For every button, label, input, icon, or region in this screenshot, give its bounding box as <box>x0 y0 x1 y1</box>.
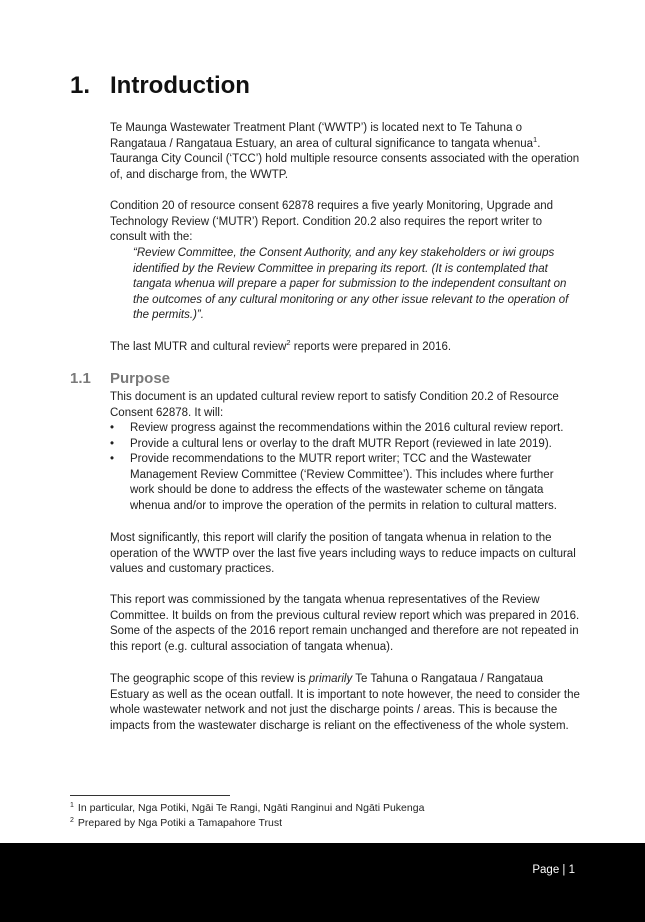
bullet-icon: • <box>110 422 115 434</box>
footnote-2 <box>70 816 590 831</box>
scope-text-a: The geographic scope of this review is <box>110 673 309 685</box>
intro-p1-text-b: . Tauranga City Council (‘TCC’) hold multiple resource consents associated with the operation of, and discharge from, the WWTP. <box>110 137 580 181</box>
subsection-number: 1.1 <box>70 370 91 387</box>
intro-paragraph-3 <box>110 340 580 356</box>
bullet-text: Provide a cultural lens or overlay to the draft MUTR Report (reviewed in late 2019). <box>130 437 552 450</box>
footnote-text: In particular, Nga Potiki, Ngāi Te Rangi, Ngāti Ranginui and Ngāti Pukenga <box>77 802 425 814</box>
page-footer <box>0 843 645 922</box>
scope-text-b: Te Tahuna o Rangataua / Rangataua Estuary as well as the ocean outfall. It is important to note however, the need to consider the whole wastewater network and not just the discharge points / areas. This is because the impacts from the wastewater discharge is reliant on the effectiveness of the whole system. <box>110 673 580 732</box>
list-item <box>110 437 580 453</box>
intro-p3-text-a: The last MUTR and cultural review <box>110 341 287 353</box>
list-item <box>110 421 580 437</box>
footnote-ref-1[interactable]: 1 <box>533 134 538 144</box>
bullet-text: Provide recommendations to the MUTR report writer; TCC and the Wastewater Management Review Committee (‘Review Committee’). This includes where further work should be done to address the effects of the wastewater scheme on tāngata whenua and/or to improve the operation of the permits in relation to cultural matters. <box>130 453 558 512</box>
bullet-text: Review progress against the recommendations within the 2016 cultural review report. <box>130 422 564 434</box>
purpose-paragraph-scope <box>110 672 580 734</box>
footnote-text: Prepared by Nga Potiki a Tamapahore Trust <box>77 817 282 829</box>
section-number: 1. <box>70 72 91 99</box>
purpose-paragraph-commission: This report was commissioned by the tangata whenua representatives of the Review Committee. It builds on from the previous cultural review report which was prepared in 2016. Some of the aspects of the 2016 report remain unchanged and therefore are not repeated in this report (e.g. cultural association of tangata whenua). <box>110 594 580 653</box>
intro-p3-text-b: reports were prepared in 2016. <box>290 341 452 353</box>
bullet-icon: • <box>110 437 115 450</box>
purpose-bullet-list <box>110 421 580 515</box>
footnotes <box>70 801 590 831</box>
footnote-ref-2[interactable]: 2 <box>286 338 291 348</box>
footnote-mark: 2 <box>70 816 74 824</box>
intro-p1-text-a: Te Maunga Wastewater Treatment Plant (‘WWTP’) is located next to Te Tahuna o Rangataua / Rangataua Estuary, an area of cultural significance to tangata whenua <box>110 122 534 150</box>
footnote-mark: 1 <box>70 801 74 809</box>
footnote-1 <box>70 801 590 816</box>
intro-paragraph-2: Condition 20 of resource consent 62878 requires a five yearly Monitoring, Upgrade and Technology Review (‘MUTR’) Report. Condition 20.2 also requires the report writer to consult with the: <box>110 200 554 244</box>
footnote-divider <box>70 795 230 796</box>
subsection-heading <box>70 370 170 387</box>
purpose-lead: This document is an updated cultural review report to satisfy Condition 20.2 of Resource Consent 62878. It will: <box>110 391 559 419</box>
consent-quote: “Review Committee, the Consent Authority, and any key stakeholders or iwi groups identified by the Review Committee in preparing its report. (It is contemplated that tangata whenua will prepare a paper for submission to the independent consultant on the outcomes of any cultural monitoring or any other issue relevant to the operation of the permits.)”. <box>133 247 569 322</box>
purpose-paragraph-significance: Most significantly, this report will clarify the position of tangata whenua in relation to the operation of the WWTP over the last five years including ways to reduce impacts on cultural values and customary practices. <box>110 532 576 576</box>
section-title: Introduction <box>110 72 250 99</box>
section-heading <box>70 72 250 100</box>
scope-emphasis: primarily <box>308 673 353 685</box>
bullet-icon: • <box>110 453 115 466</box>
subsection-title: Purpose <box>110 370 171 387</box>
list-item <box>110 452 580 514</box>
page-number: Page | 1 <box>532 864 575 876</box>
intro-paragraph-1 <box>110 121 580 183</box>
